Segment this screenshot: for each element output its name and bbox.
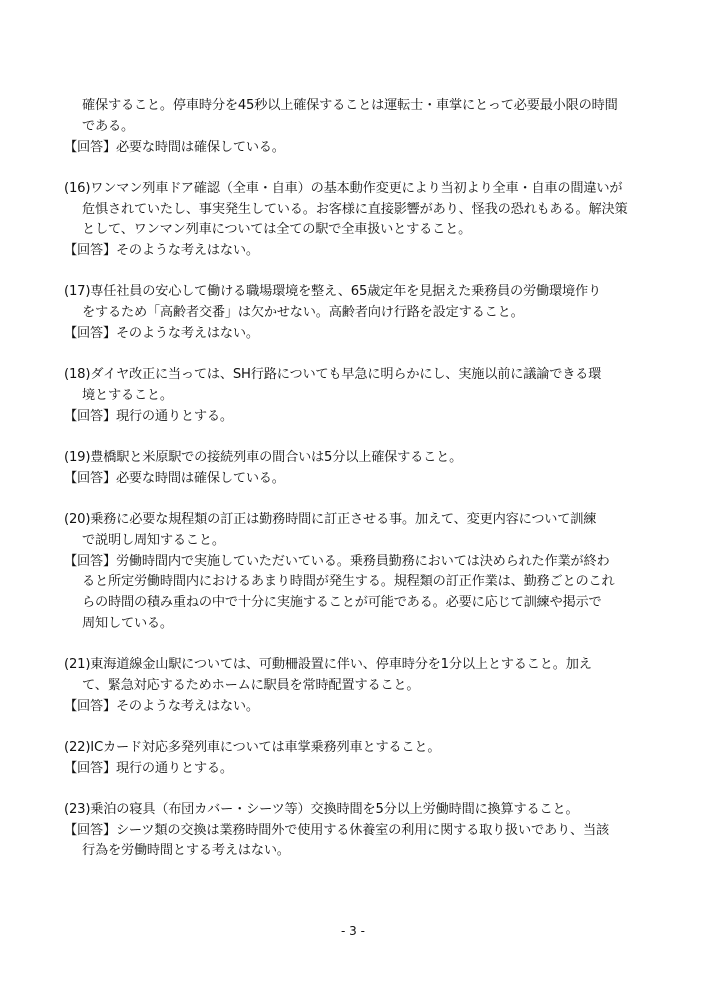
paragraph-gap <box>64 262 648 282</box>
answer-text-line: 【回答】現行の通りとする。 <box>64 760 233 776</box>
paragraph-gap <box>64 428 648 448</box>
request-text-line: (16)ワンマン列車ドア確認（全車・自車）の基本動作変更により当初より全車・自車の間違いが <box>64 180 623 196</box>
request-text-line: として、ワンマン列車については全ての駅で全車扱いとすること。 <box>82 222 472 238</box>
paragraph-gap <box>64 490 648 510</box>
request-item <box>64 738 648 780</box>
request-item <box>64 655 648 717</box>
answer-text-line: 【回答】そのような考えはない。 <box>64 325 259 341</box>
paragraph-gap <box>64 158 648 178</box>
request-text-line: で説明し周知すること。 <box>82 532 225 548</box>
answer-text-line: 【回答】必要な時間は確保している。 <box>64 139 285 155</box>
request-text-line: (19)豊橋駅と米原駅での接続列車の間合いは5分以上確保すること。 <box>64 449 463 465</box>
answer-text-line: 周知している。 <box>82 615 173 631</box>
answer-text-line: 【回答】労働時間内で実施していただいている。乗務員勤務においては決められた作業が終わ <box>64 553 610 569</box>
request-text-line: (23)乗泊の寝具（布団カバー・シーツ等）交換時間を5分以上労働時間に換算すること。 <box>64 801 579 817</box>
request-text-line: (22)ICカード対応多発列車については車掌乗務列車とすること。 <box>64 739 441 755</box>
paragraph-gap <box>64 717 648 737</box>
page-content <box>64 96 648 862</box>
request-text-line: 境とすること。 <box>82 387 173 403</box>
request-item <box>64 282 648 344</box>
answer-text-line: 【回答】そのような考えはない。 <box>64 243 259 259</box>
answer-text-line: ると所定労働時間内におけるあまり時間が発生する。規程類の訂正作業は、勤務ごとのこれ <box>82 574 615 590</box>
request-text-line: 確保すること。停車時分を45秒以上確保することは運転士・車掌にとって必要最小限の時間 <box>82 98 618 113</box>
answer-text-line: 【回答】現行の通りとする。 <box>64 408 233 424</box>
paragraph-gap <box>64 345 648 365</box>
request-text-line: 危惧されていたし、事実発生している。お客様に直接影響があり、怪我の恐れもある。解決策 <box>82 201 628 217</box>
request-item <box>64 96 648 158</box>
answer-text-line: 【回答】必要な時間は確保している。 <box>64 470 285 486</box>
request-item <box>64 365 648 427</box>
request-text-line: (18)ダイヤ改正に当っては、SH行路についても早急に明らかにし、実施以前に議論できる環 <box>64 367 602 383</box>
request-item <box>64 800 648 862</box>
page-number: - 3 - <box>341 924 365 938</box>
request-text-line: である。 <box>82 118 134 134</box>
request-text-line: (20)乗務に必要な規程類の訂正は勤務時間に訂正させる事。加えて、変更内容について訓練 <box>64 511 597 527</box>
paragraph-gap <box>64 779 648 799</box>
paragraph-gap <box>64 635 648 655</box>
answer-text-line: 行為を労働時間とする考えはない。 <box>82 843 290 859</box>
answer-text-line: 【回答】シーツ類の交換は業務時間外で使用する休養室の利用に関する取り扱いであり、当該 <box>64 822 609 838</box>
request-item <box>64 179 648 262</box>
answer-text-line: 【回答】そのような考えはない。 <box>64 698 259 714</box>
request-item <box>64 448 648 490</box>
request-text-line: (17)専任社員の安心して働ける職場環境を整え、65歳定年を見据えた乗務員の労働環境作り <box>64 284 601 300</box>
request-text-line: て、緊急対応するためホームに駅員を常時配置すること。 <box>82 677 420 693</box>
request-text-line: をするため「高齢者交番」は欠かせない。高齢者向け行路を設定すること。 <box>82 305 524 321</box>
request-item <box>64 510 648 635</box>
request-text-line: (21)東海道線金山駅については、可動柵設置に伴い、停車時分を1分以上とすること。加え <box>64 657 592 673</box>
answer-text-line: らの時間の積み重ねの中で十分に実施することが可能である。必要に応じて訓練や掲示で <box>82 595 602 611</box>
